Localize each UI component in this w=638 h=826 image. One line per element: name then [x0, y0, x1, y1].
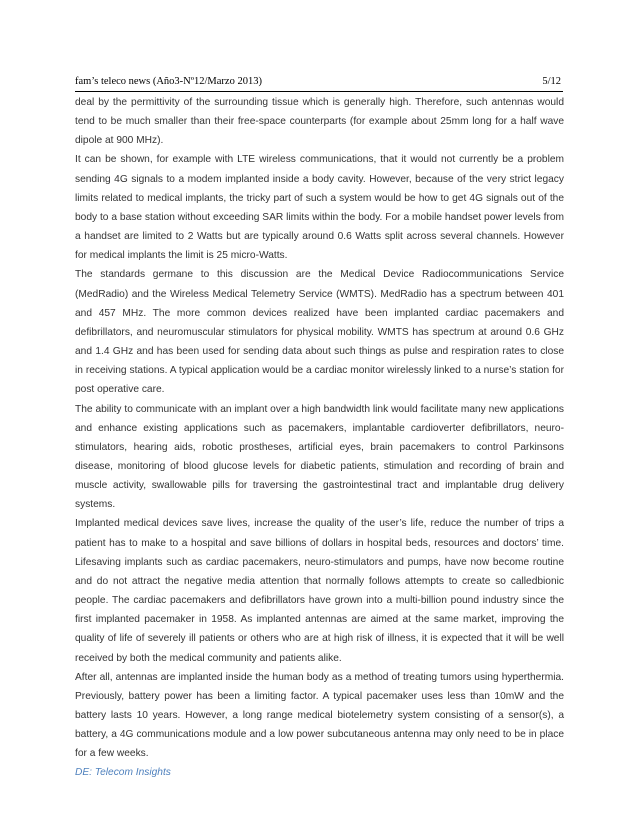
source-credit: DE: Telecom Insights: [75, 767, 171, 779]
paragraph-3: The standards germane to this discussion are the Medical Device Radiocommunications Service (MedRadio) and the Wireless Medical Telemetry Service (WMTS). MedRadio has a spectrum between 401 and 457 MHz. The more common devices realized have been implanted cardiac pacemakers and defibrillators, and neuromuscular stimulators for physical mobility. WMTS has spectrum at around 0.6 GHz and 1.4 GHz and has been used for sending data about such things as pulse and respiration rates to close in receiving stations. A typical application would be a cardiac monitor wirelessly linked to a nurse’s station for post operative care.: [75, 269, 564, 396]
article-body: [75, 93, 564, 783]
header-title: fam’s teleco news (Año3-Nº12/Marzo 2013): [75, 76, 262, 87]
page-number: 5/12: [542, 76, 561, 87]
paragraph-2: It can be shown, for example with LTE wireless communications, that it would not currently be a problem sending 4G signals to a modem implanted inside a body cavity. However, because of the very strict legacy limits related to medical implants, the tricky part of such a system would be how to get 4G signals out of the body to a base station without exceeding SAR limits within the body. For a mobile handset power levels from a handset are limited to 2 Watts but are typically around 0.6 Watts split across several channels. However for medical implants the limit is 25 micro-Watts.: [75, 154, 564, 262]
paragraph-5: Implanted medical devices save lives, increase the quality of the user’s life, reduce the number of trips a patient has to make to a hospital and save billions of dollars in hospital beds, resources and doctors’ time. Lifesaving implants such as cardiac pacemakers, neuro-stimulators and pumps, have now become routine and do not attract the negative media attention that normally follows attempts to create so calledbionic people. The cardiac pacemakers and defibrillators have grown into a multi-billion pound industry since the first implanted pacemaker in 1958. As implanted antennas are aimed at the same market, improving the quality of life of severely ill patients or others who are at high risk of illness, it is expected that it will be well received by both the medical community and patients alike.: [75, 518, 564, 664]
paragraph-1: deal by the permittivity of the surrounding tissue which is generally high. Therefore, such antennas would tend to be much smaller than their free-space counterparts (for example about 25mm long for a half wave dipole at 900 MHz).: [75, 97, 564, 147]
page-header: [75, 75, 563, 92]
paragraph-4: The ability to communicate with an implant over a high bandwidth link would facilitate many new applications and enhance existing applications such as pacemakers, implantable cardioverter defibrillators, neuro-stimulators, hearing aids, robotic prostheses, artificial eyes, brain pacemakers to control Parkinsons disease, monitoring of blood glucose levels for diabetic patients, stimulation and recording of brain and muscle activity, swallowable pills for traversing the gastrointestinal tract and implantable drug delivery systems.: [75, 403, 564, 511]
paragraph-6: After all, antennas are implanted inside the human body as a method of treating tumors using hyperthermia. Previously, battery power has been a limiting factor. A typical pacemaker uses less than 10mW and the battery lasts 10 years. However, a long range medical biotelemetry system consisting of a sensor(s), a battery, a 4G communications module and a low power subcutaneous antenna may only need to be in place for a few weeks.: [75, 671, 564, 760]
